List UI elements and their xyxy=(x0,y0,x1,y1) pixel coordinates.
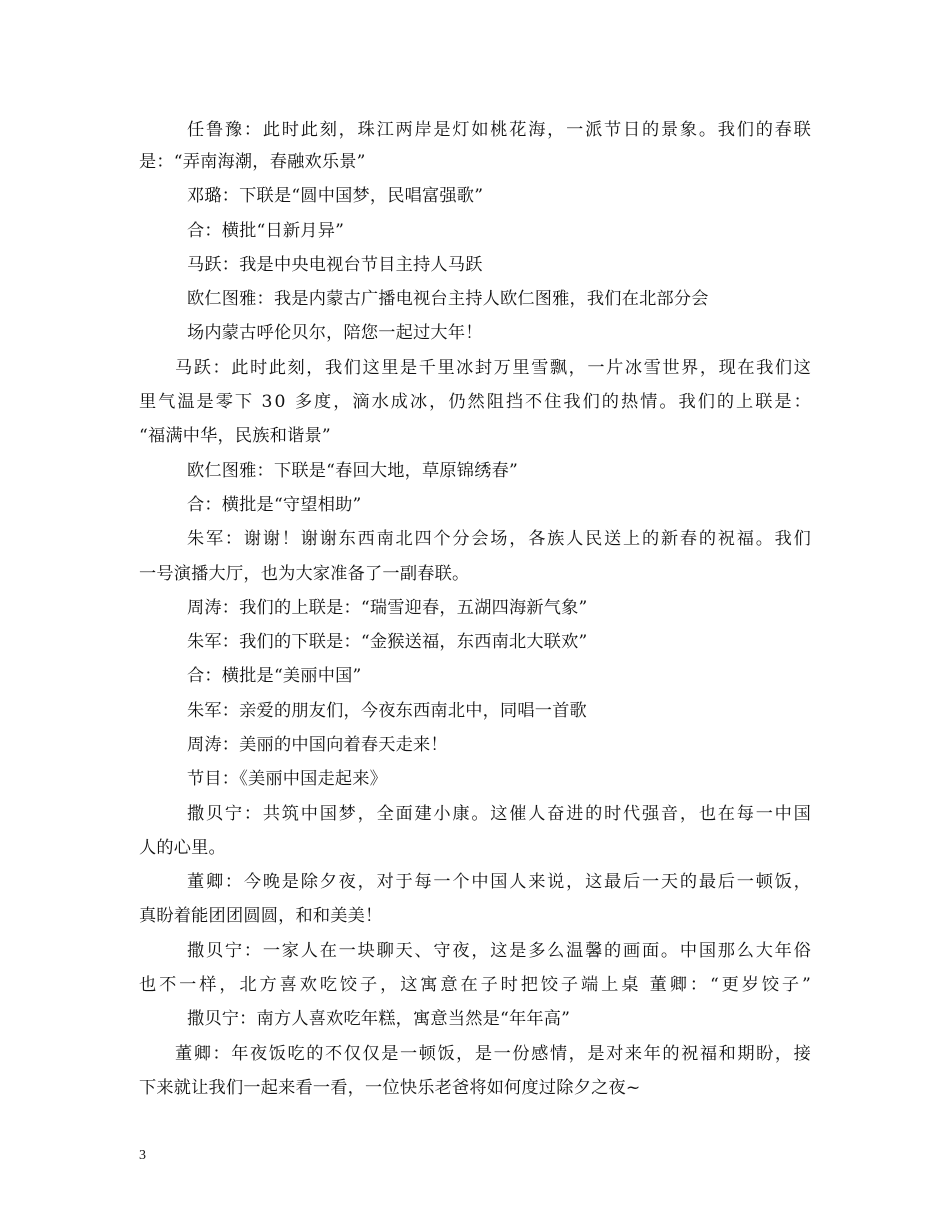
text-line: 人的心里。 xyxy=(139,838,226,858)
text-line: 撒贝宁：一家人在一块聊天、守夜，这是多么温馨的画面。中国那么大年俗 xyxy=(187,941,813,961)
text-line: 撒贝宁：南方人喜欢吃年糕，寓意当然是“年年高” xyxy=(187,1009,571,1029)
text-line: 欧仁图雅：我是内蒙古广播电视台主持人欧仁图雅，我们在北部分会 xyxy=(187,289,709,309)
text-line: 董卿：年夜饭吃的不仅仅是一顿饭，是一份感情，是对来年的祝福和期盼，接 xyxy=(175,1044,813,1064)
text-line: 周涛：美丽的中国向着春天走来！ xyxy=(187,735,448,755)
text-line: 撒贝宁：共筑中国梦，全面建小康。这催人奋进的时代强音，也在每一中国 xyxy=(187,804,813,824)
text-line: 合：横批是“守望相助” xyxy=(187,495,362,515)
text-line: 董卿：今晚是除夕夜，对于每一个中国人来说，这最后一天的最后一顿饭， xyxy=(187,872,813,892)
text-line: 朱军：谢谢！谢谢东西南北四个分会场，各族人民送上的新春的祝福。我们 xyxy=(187,529,813,549)
text-line: 是：“弄南海潮，春融欢乐景” xyxy=(139,152,366,172)
text-line: 真盼着能团团圆圆，和和美美！ xyxy=(139,906,383,926)
text-line: 节目：《美丽中国走起来》 xyxy=(187,769,388,789)
text-line: 合：横批“日新月异” xyxy=(187,221,345,241)
text-line: 马跃：此时此刻，我们这里是千里冰封万里雪飘，一片冰雪世界，现在我们这 xyxy=(175,358,813,378)
text-line: 邓璐：下联是“圆中国梦，民唱富强歌” xyxy=(187,186,484,206)
text-line: 合：横批是“美丽中国” xyxy=(187,666,362,686)
text-line: 欧仁图雅：下联是“春回大地，草原锦绣春” xyxy=(187,461,518,481)
text-line: 也不一样，北方喜欢吃饺子，这寓意在子时把饺子端上桌 董卿：“更岁饺子” xyxy=(139,975,814,995)
text-line: 周涛：我们的上联是：“瑞雪迎春，五湖四海新气象” xyxy=(187,598,588,618)
text-line: 马跃：我是中央电视台节目主持人马跃 xyxy=(187,255,483,275)
text-line: 朱军：我们的下联是：“金猴送福，东西南北大联欢” xyxy=(187,632,588,652)
text-line: 场内蒙古呼伦贝尔，陪您一起过大年！ xyxy=(187,323,483,343)
text-line: 一号演播大厅，也为大家准备了一副春联。 xyxy=(139,564,470,584)
page-number: 3 xyxy=(139,1148,146,1163)
text-line: 朱军：亲爱的朋友们，今夜东西南北中，同唱一首歌 xyxy=(187,701,587,721)
text-line: 任鲁豫：此时此刻，珠江两岸是灯如桃花海，一派节日的景象。我们的春联 xyxy=(187,120,813,140)
text-line: “福满中华，民族和谐景” xyxy=(139,426,331,446)
text-line: 里气温是零下 30 多度，滴水成冰，仍然阻挡不住我们的热情。我们的上联是： xyxy=(139,392,813,412)
text-line: 下来就让我们一起来看一看，一位快乐老爸将如何度过除夕之夜~ xyxy=(139,1078,641,1098)
